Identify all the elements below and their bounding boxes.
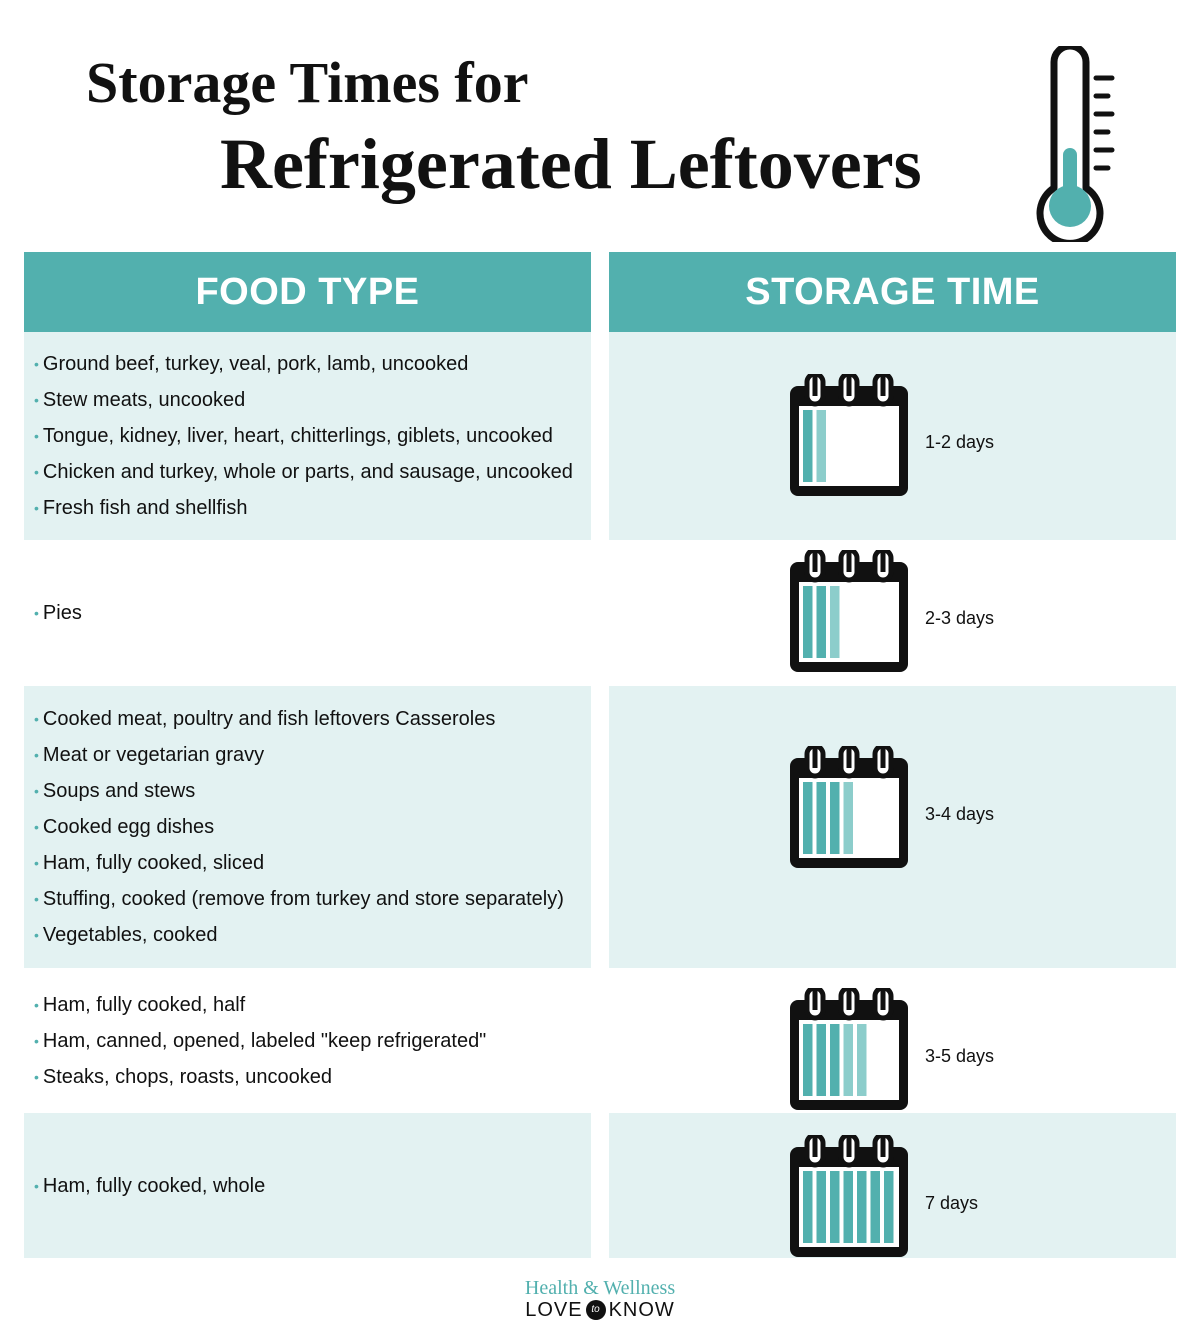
- food-item: [34, 595, 591, 631]
- bullet-icon: •: [34, 891, 39, 907]
- food-item: [34, 346, 591, 382]
- time-cell-row-3: [609, 686, 1176, 968]
- bullet-icon: •: [34, 996, 39, 1013]
- food-item-label: Stew meats, uncooked: [42, 389, 246, 411]
- storage-day-bar: [817, 1171, 827, 1243]
- food-item: [34, 701, 591, 737]
- calendar-icon: [789, 746, 909, 870]
- title-line-2: Refrigerated Leftovers: [220, 124, 922, 204]
- storage-day-bar: [871, 1171, 881, 1243]
- thermometer-icon: [1030, 46, 1120, 242]
- brand-logo: [519, 1277, 681, 1321]
- food-cell-row-3: [24, 686, 591, 968]
- time-cell-row-4: [609, 968, 1176, 1113]
- food-item: [34, 1059, 591, 1095]
- food-item-label: Ham, fully cooked, whole: [42, 1174, 266, 1197]
- calendar-face: [799, 582, 899, 662]
- storage-day-bar: [844, 782, 854, 854]
- bullet-icon: •: [34, 356, 39, 372]
- bullet-icon: •: [34, 392, 39, 408]
- food-item: [34, 845, 591, 881]
- bullet-icon: •: [34, 1032, 39, 1049]
- storage-day-bar: [803, 782, 813, 854]
- storage-day-bar: [857, 1024, 867, 1096]
- food-item-label: Ham, fully cooked, sliced: [42, 852, 265, 874]
- calendar-icon: [789, 1135, 909, 1259]
- logo-know: KNOW: [608, 1299, 675, 1321]
- bullet-icon: •: [34, 927, 39, 943]
- food-item-label: Tongue, kidney, liver, heart, chitterlings, giblets, uncooked: [42, 425, 553, 447]
- food-item: [34, 454, 591, 490]
- bullet-icon: •: [34, 500, 39, 516]
- food-item-label: Soups and stews: [42, 780, 196, 802]
- food-item: [34, 773, 591, 809]
- time-cell-row-1: [609, 332, 1176, 540]
- bullet-icon: •: [34, 464, 39, 480]
- storage-day-bar: [884, 1171, 894, 1243]
- bullet-icon: •: [34, 783, 39, 799]
- bullet-icon: •: [34, 428, 39, 444]
- food-item-label: Chicken and turkey, whole or parts, and sausage, uncooked: [42, 461, 573, 483]
- calendar-icon: [789, 550, 909, 674]
- food-item-label: Steaks, chops, roasts, uncooked: [42, 1065, 332, 1088]
- storage-day-bar: [844, 1171, 854, 1243]
- food-item: [34, 987, 591, 1023]
- food-item-label: Vegetables, cooked: [42, 924, 218, 946]
- food-item: [34, 1168, 591, 1204]
- storage-day-bar: [817, 1024, 827, 1096]
- food-item: [34, 418, 591, 454]
- calendar-face: [799, 406, 899, 486]
- food-cell-row-4: [24, 968, 591, 1113]
- bullet-icon: •: [34, 1068, 39, 1085]
- storage-day-bar: [830, 1171, 840, 1243]
- storage-day-bar: [830, 782, 840, 854]
- storage-day-bar: [857, 1171, 867, 1243]
- logo-top-text: Health & Wellness: [524, 1277, 676, 1299]
- time-cell-row-5: [609, 1113, 1176, 1258]
- storage-time-label: 3-4 days: [925, 804, 995, 824]
- food-item: [34, 917, 591, 953]
- food-item-label: Cooked egg dishes: [42, 816, 215, 838]
- bullet-icon: •: [34, 855, 39, 871]
- food-item: [34, 490, 591, 526]
- storage-day-bar: [803, 586, 813, 658]
- food-item-label: Ham, canned, opened, labeled "keep refrigerated": [42, 1029, 487, 1052]
- storage-day-bar: [817, 782, 827, 854]
- bullet-icon: •: [34, 711, 39, 727]
- calendar-icon: [789, 988, 909, 1112]
- logo-bottom: [519, 1299, 681, 1321]
- food-item-label: Meat or vegetarian gravy: [42, 744, 265, 766]
- header-storage-time: STORAGE TIME: [609, 252, 1176, 332]
- storage-time-label: 1-2 days: [925, 432, 995, 452]
- food-item: [34, 1023, 591, 1059]
- food-item-label: Cooked meat, poultry and fish leftovers Casseroles: [42, 708, 496, 730]
- storage-day-bar: [817, 586, 827, 658]
- bullet-icon: •: [34, 819, 39, 835]
- header-food-type: FOOD TYPE: [24, 252, 591, 332]
- food-item: [34, 382, 591, 418]
- storage-day-bar: [844, 1024, 854, 1096]
- storage-time-label: 2-3 days: [925, 608, 995, 628]
- storage-day-bar: [803, 410, 813, 482]
- food-cell-row-2: [24, 540, 591, 686]
- storage-day-bar: [817, 410, 827, 482]
- food-item: [34, 809, 591, 845]
- food-item-label: Ham, fully cooked, half: [42, 993, 246, 1016]
- food-item-label: Pies: [42, 602, 82, 624]
- bullet-icon: •: [34, 1177, 39, 1194]
- food-item: [34, 737, 591, 773]
- logo-to: to: [586, 1300, 606, 1320]
- food-item: [34, 881, 591, 917]
- food-cell-row-1: [24, 332, 591, 540]
- food-item-label: Stuffing, cooked (remove from turkey and store separately): [42, 888, 564, 910]
- storage-day-bar: [803, 1024, 813, 1096]
- storage-day-bar: [803, 1171, 813, 1243]
- storage-day-bar: [830, 586, 840, 658]
- logo-love: LOVE: [525, 1299, 583, 1321]
- bullet-icon: •: [34, 605, 39, 621]
- calendar-icon: [789, 374, 909, 498]
- food-item-label: Ground beef, turkey, veal, pork, lamb, uncooked: [42, 353, 469, 375]
- bullet-icon: •: [34, 747, 39, 763]
- food-item-label: Fresh fish and shellfish: [42, 497, 248, 519]
- storage-time-label: 7 days: [925, 1193, 979, 1213]
- title-line-1: Storage Times for: [86, 50, 529, 115]
- time-cell-row-2: [609, 540, 1176, 686]
- storage-day-bar: [830, 1024, 840, 1096]
- food-cell-row-5: [24, 1113, 591, 1258]
- storage-time-label: 3-5 days: [925, 1046, 995, 1066]
